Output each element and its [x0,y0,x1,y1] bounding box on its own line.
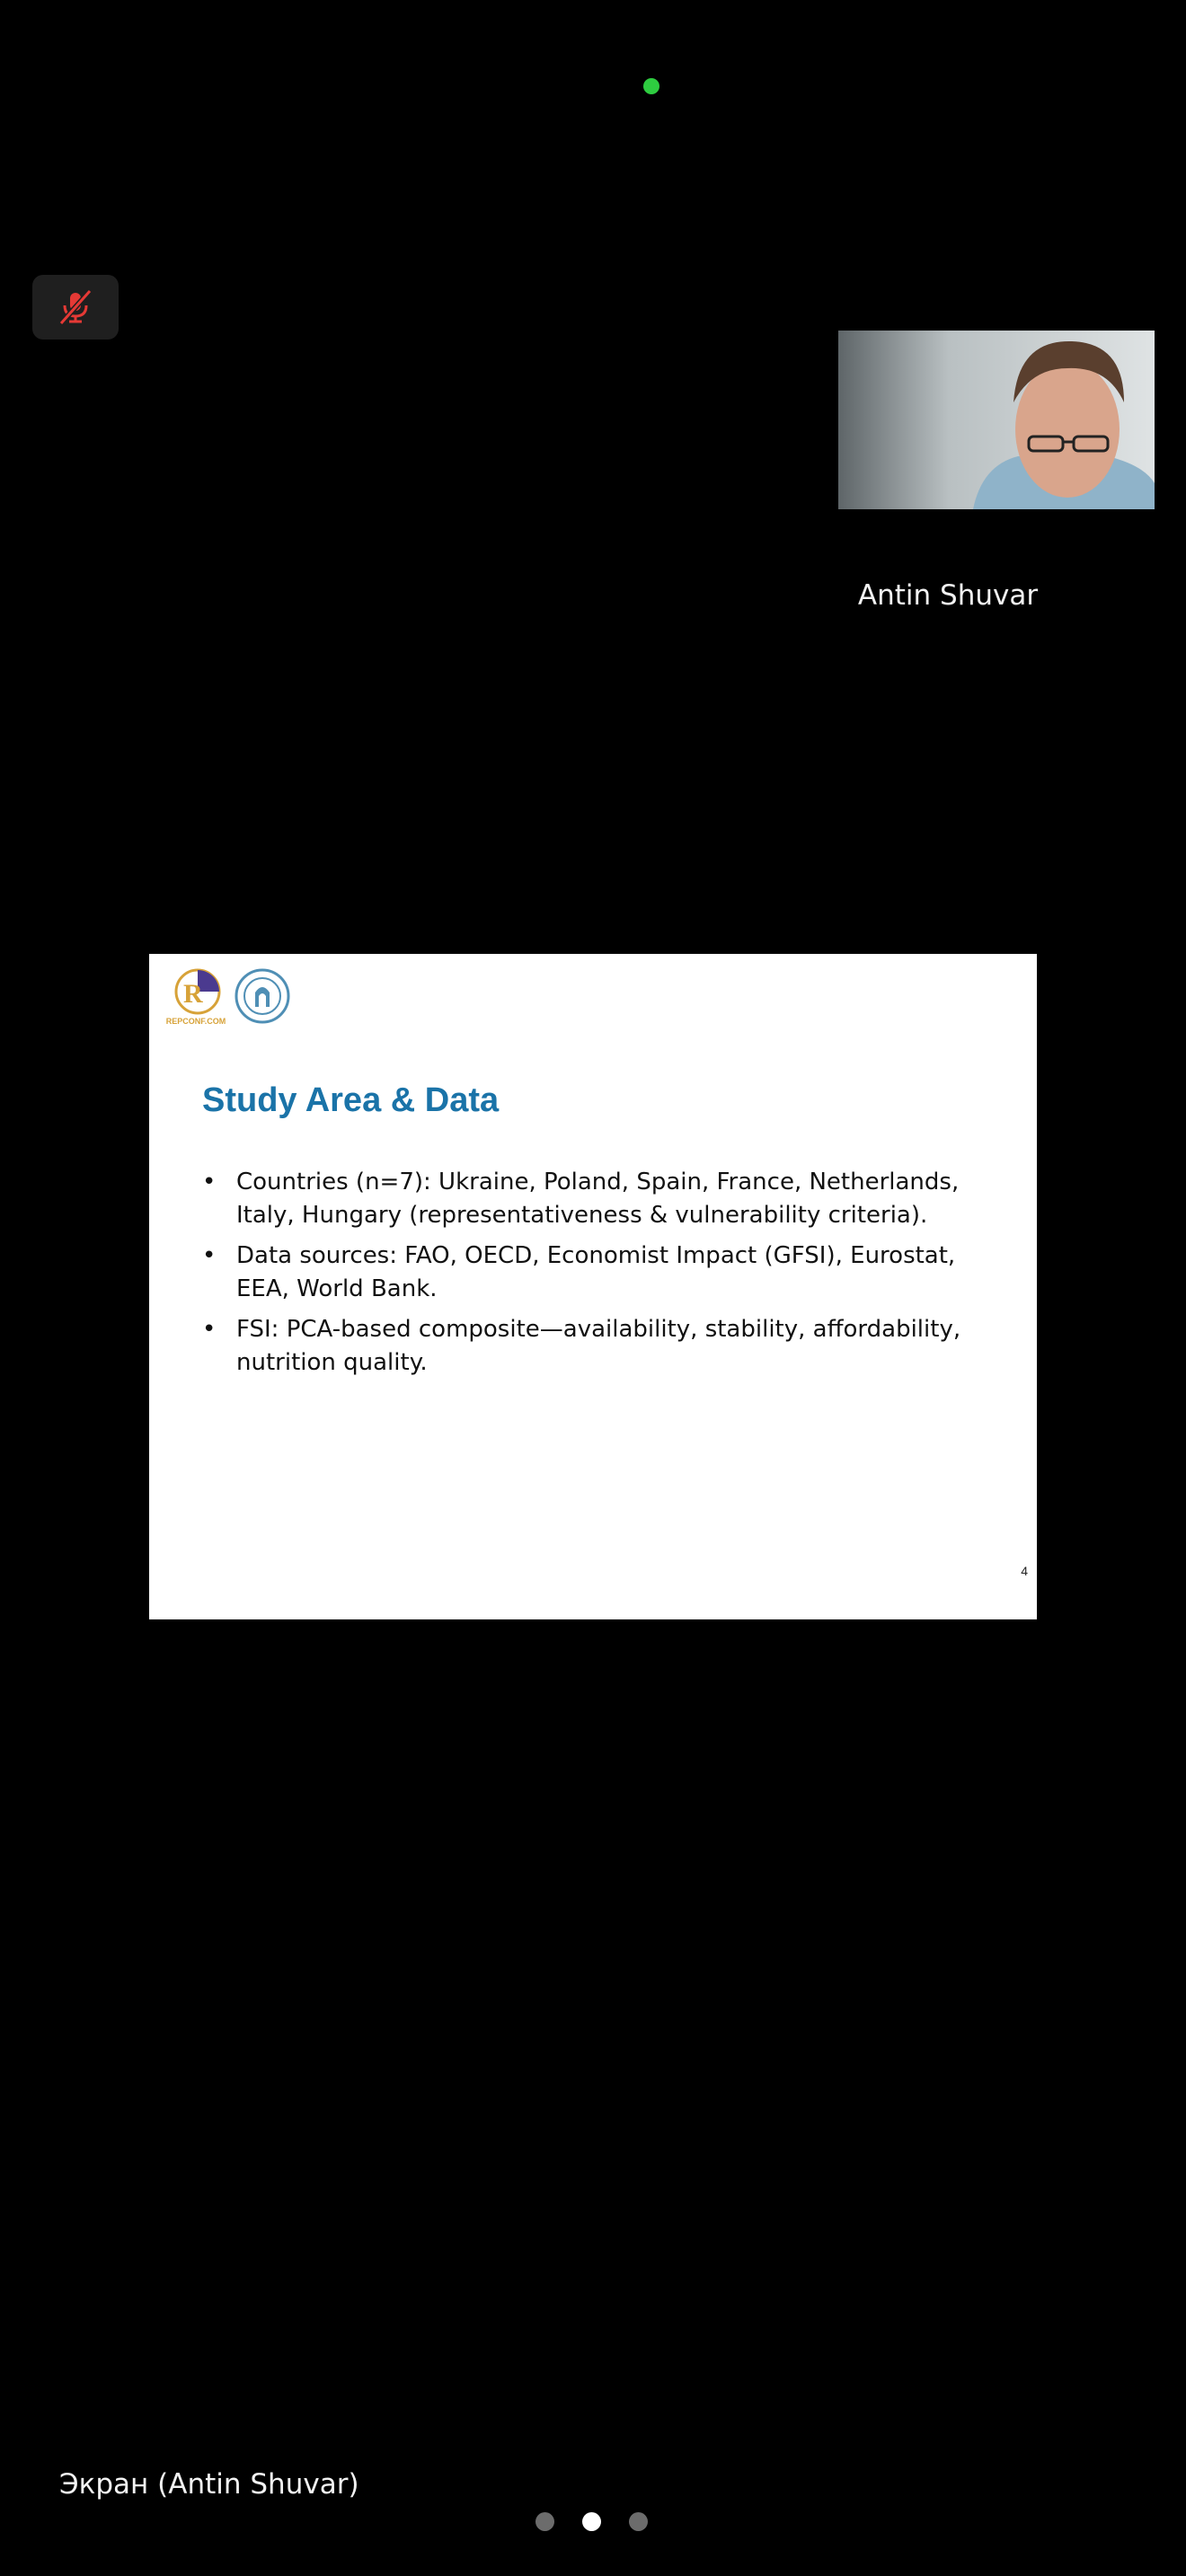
slide-bullet-list [202,1166,993,1387]
shared-screen-slide[interactable] [149,954,1037,1619]
participant-video[interactable] [838,331,1155,509]
page-dot-2[interactable] [582,2512,601,2531]
conference-logo-text: REPCONF.COM [165,1017,226,1026]
bullet-item [202,1313,993,1380]
mic-off-icon [54,286,97,329]
slide-page-number: 4 [1021,1564,1028,1578]
university-seal-icon [234,967,291,1025]
bullet-text: Countries (n=7): Ukraine, Poland, Spain, France, Netherlands, Italy, Hungary (representativeness & vulnerability criteria). [236,1169,960,1229]
bullet-marker: • [202,1242,217,1269]
conference-logo [165,966,226,1026]
page-indicator[interactable] [535,2512,648,2531]
bullet-marker: • [202,1169,217,1195]
participant-name: Antin Shuvar [857,579,1039,612]
participant-video-frame [838,331,1155,509]
bullet-text: FSI: PCA-based composite—availability, stability, affordability, nutrition quality. [236,1316,961,1376]
bullet-item [202,1166,993,1232]
svg-text:R: R [183,979,203,1009]
screen-share-label: Экран (Antin Shuvar) [59,2468,359,2501]
slide-title: Study Area & Data [202,1081,500,1119]
mute-button[interactable] [32,275,119,340]
connection-status-indicator [643,78,659,94]
slide-logos [165,966,291,1026]
bullet-text: Data sources: FAO, OECD, Economist Impact (GFSI), Eurostat, EEA, World Bank. [236,1242,956,1302]
page-dot-3[interactable] [629,2512,648,2531]
bullet-item [202,1239,993,1306]
page-dot-1[interactable] [535,2512,554,2531]
bullet-marker: • [202,1316,217,1343]
